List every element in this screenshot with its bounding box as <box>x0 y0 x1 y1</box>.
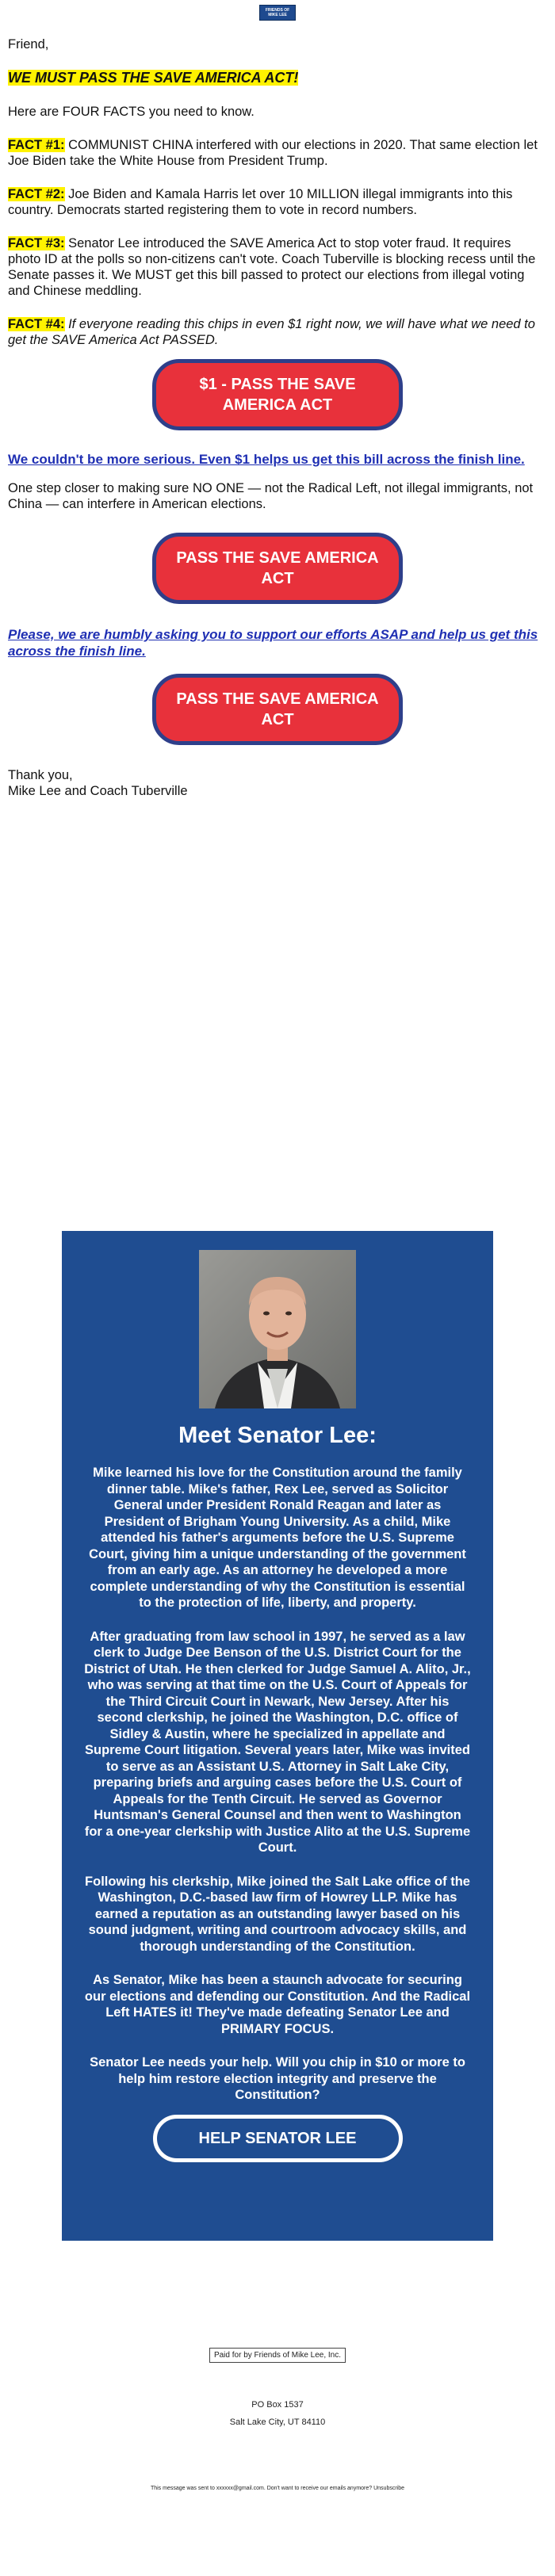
fact-4 <box>8 316 547 348</box>
mailing-address <box>0 2396 555 2431</box>
intro-text: Here are FOUR FACTS you need to know. <box>8 105 255 119</box>
fact-1 <box>8 137 547 169</box>
unsubscribe-fine-print[interactable]: This message was sent to xxxxxx@gmail.com. Don't want to receive our emails anymore? Unsubscribe <box>150 2486 405 2491</box>
one-step-closer-text: One step closer to making sure NO ONE — not the Radical Left, not illegal immigrants, not China — can interfere in American elections. <box>8 481 534 511</box>
donate-1-dollar-button[interactable]: $1 - PASS THE SAVE AMERICA ACT <box>152 359 403 430</box>
signoff-thanks: Thank you, <box>8 768 73 782</box>
meet-senator-lee-section <box>62 1231 493 2241</box>
signoff-names: Mike Lee and Coach Tuberville <box>8 784 188 798</box>
fact-3-text: Senator Lee introduced the SAVE America Act to stop voter fraud. It requires photo ID at the polls so non-citizens can't vote. Coach Tuberville is blocking recess until the Senate passes it. We MUST get this bill passed to protect our elections from illegal voting and Chinese meddling. <box>8 236 536 298</box>
email-body <box>8 36 547 799</box>
fact-1-text: COMMUNIST CHINA interfered with our elections in 2020. That same election let Joe Biden take the White House from President Trump. <box>8 138 538 168</box>
headline: WE MUST PASS THE SAVE AMERICA ACT! <box>8 70 299 86</box>
bio-paragraph-1: Mike learned his love for the Constitution around the family dinner table. Mike's father, Rex Lee, served as Solicitor General under President Ronald Reagan and later as President of Brigham Young University. As a child, Mike attended his father's arguments before the U.S. Supreme Court, giving him a unique understanding of the government from an early age. As an attorney he developed a more complete understanding of why the Constitution is essential to the protection of life, liberty, and property. <box>89 1466 466 1610</box>
bio-title: Meet Senator Lee: <box>178 1423 377 1448</box>
fact-4-label: FACT #4: <box>8 317 65 331</box>
city-state-zip: Salt Lake City, UT 84110 <box>229 2417 326 2427</box>
greeting: Friend, <box>8 37 49 52</box>
pass-save-america-act-button[interactable]: PASS THE SAVE AMERICA ACT <box>152 533 403 604</box>
logo-line2: MIKE LEE <box>268 13 287 17</box>
even-1-dollar-link[interactable]: We couldn't be more serious. Even $1 helps us get this bill across the finish line. <box>8 452 525 467</box>
help-senator-lee-button[interactable]: HELP SENATOR LEE <box>153 2115 403 2162</box>
fact-1-label: FACT #1: <box>8 138 65 152</box>
fact-2-text: Joe Biden and Kamala Harris let over 10 MILLION illegal immigrants into this country. Democrats started registering them to vote in record numbers. <box>8 187 513 217</box>
fact-2-label: FACT #2: <box>8 187 65 201</box>
humbly-asking-link[interactable]: Please, we are humbly asking you to support our efforts ASAP and help us get this across the finish line. <box>8 627 538 659</box>
senator-lee-photo <box>199 1250 356 1408</box>
fact-4-text: If everyone reading this chips in even $1 right now, we will have what we need to get the SAVE America Act PASSED. <box>8 317 535 347</box>
header-logo-wrap <box>0 5 555 21</box>
friends-of-mike-lee-logo <box>259 5 296 21</box>
pass-save-america-act-button-2[interactable]: PASS THE SAVE AMERICA ACT <box>152 674 403 745</box>
bio-paragraph-2: After graduating from law school in 1997, he served as a law clerk to Judge Dee Benson of the U.S. District Court for the District of Utah. He then clerked for Judge Samuel A. Alito, Jr., who was serving at that time on the U.S. Court of Appeals for the Third Circuit Court in Newark, New Jersey. After his second clerkship, he joined the Washington, D.C. office of Sidley & Austin, where he specialized in appellate and Supreme Court litigation. Several years later, Mike was invited to serve as an Assistant U.S. Attorney in Salt Lake City, preparing briefs and arguing cases before the U.S. Court of Appeals for the Tenth Circuit. He served as Governor Huntsman's General Counsel and then went to Washington for a one-year clerkship with Justice Alito at the U.S. Supreme Court. <box>84 1629 471 1855</box>
signoff <box>8 767 547 799</box>
logo-line1: FRIENDS OF <box>265 8 290 13</box>
paid-for-by-box: Paid for by Friends of Mike Lee, Inc. <box>209 2348 346 2363</box>
fact-3 <box>8 235 547 299</box>
bio-paragraph-4: As Senator, Mike has been a staunch advocate for securing our elections and defending our Constitution. And the Radical Left HATES it! They've made defeating Senator Lee and PRIMARY FOCUS. <box>84 1973 471 2036</box>
footer <box>0 2348 555 2431</box>
fact-2 <box>8 186 547 218</box>
bio-paragraph-3: Following his clerkship, Mike joined the Salt Lake office of the Washington, D.C.-based law firm of Howrey LLP. Mike has earned a reputation as an outstanding lawyer based on his sound judgment, writing and courtroom advocacy skills, and thorough understanding of the Constitution. <box>85 1874 470 1954</box>
po-box: PO Box 1537 <box>251 2400 304 2410</box>
bio-paragraph-5: Senator Lee needs your help. Will you chip in $10 or more to help him restore election integrity and preserve the Constitution? <box>90 2055 465 2102</box>
fact-3-label: FACT #3: <box>8 236 65 250</box>
